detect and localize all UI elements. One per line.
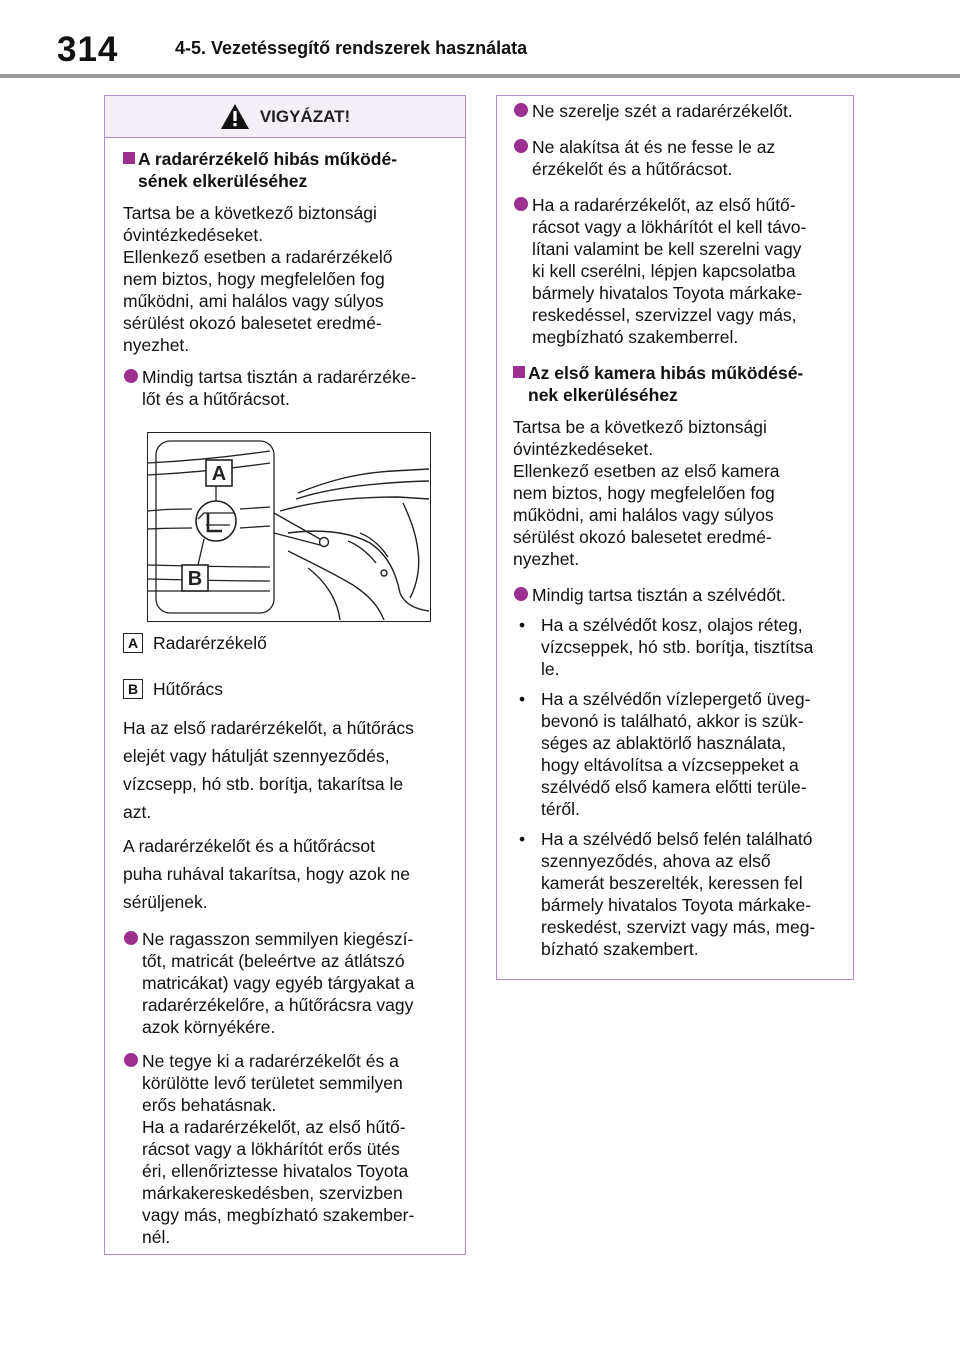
sub-list-item bbox=[513, 688, 839, 820]
round-bullet-icon bbox=[124, 1053, 138, 1067]
radar-illustration bbox=[147, 432, 431, 622]
figure-label-b: B bbox=[187, 568, 203, 590]
square-bullet-icon bbox=[123, 152, 135, 164]
legend-item-b bbox=[123, 678, 449, 700]
warning-header bbox=[105, 96, 465, 138]
square-bullet-icon bbox=[513, 366, 525, 378]
camera-heading-text: Az első kamera hibás működésé- nek elkerüléséhez bbox=[528, 363, 804, 405]
camera-intro: Tartsa be a következő biztonsági óvintézkedéseket. Ellenkező esetben az első kamera nem biztos, hogy megfelelően fog működni, ami halálos vagy súlyos sérülést okozó balesetet eredmé- nyezhet. bbox=[513, 417, 780, 569]
dot-marker: • bbox=[519, 615, 526, 635]
legend-badge: B bbox=[123, 679, 143, 699]
legend-text: Hűtőrács bbox=[153, 679, 224, 699]
radar-heading bbox=[123, 148, 449, 192]
list-item bbox=[123, 1050, 449, 1248]
list-item bbox=[123, 928, 449, 1038]
dot-marker: • bbox=[519, 829, 526, 849]
sub-list-item bbox=[513, 614, 839, 680]
warning-box bbox=[104, 95, 466, 1255]
round-bullet-icon bbox=[514, 103, 528, 117]
list-item bbox=[513, 100, 839, 122]
round-bullet-icon bbox=[124, 369, 138, 383]
warning-triangle-icon bbox=[220, 103, 250, 130]
round-bullet-icon bbox=[514, 139, 528, 153]
camera-heading bbox=[513, 362, 839, 406]
list-item-text: Mindig tartsa tisztán a szélvédőt. bbox=[532, 585, 786, 605]
list-item bbox=[513, 194, 839, 348]
list-item bbox=[123, 366, 449, 410]
section-title: 4-5. Vezetéssegítő rendszerek használata bbox=[175, 38, 528, 58]
list-item-text: Ne szerelje szét a radarérzékelőt. bbox=[532, 101, 793, 121]
warning-title: VIGYÁZAT! bbox=[259, 106, 351, 126]
round-bullet-icon bbox=[124, 931, 138, 945]
list-item-text: Ha a radarérzékelőt, az első hűtő- rácsot vagy a lökhárítót el kell távo- lítani valamint be kell szerelni vagy ki kell cserélni, lépjen kapcsolatba bármely hivatalos Toyota márkake- reskedéssel, szervizzel vagy más, megbízható szakemberrel. bbox=[532, 195, 807, 347]
list-item-text: Ne alakítsa át és ne fesse le az érzékelőt és a hűtőrácsot. bbox=[532, 137, 776, 179]
dot-marker: • bbox=[519, 689, 526, 709]
header-rule bbox=[0, 74, 960, 78]
list-item-text: Mindig tartsa tisztán a radarérzéke- lőt és a hűtőrácsot. bbox=[142, 367, 417, 409]
legend-badge: A bbox=[123, 633, 143, 653]
page-header bbox=[0, 0, 960, 80]
car-front-radar-image bbox=[148, 433, 429, 620]
radar-heading-text: A radarérzékelő hibás működé- sének elkerüléséhez bbox=[138, 149, 398, 191]
round-bullet-icon bbox=[514, 587, 528, 601]
sub-list-item-text: Ha a szélvédő belső felén található szennyeződés, ahova az első kamerát beszerelték, keressen fel bármely hivatalos Toyota márkake- reskedést, szervizt vagy más, meg- bízható szakembert. bbox=[541, 829, 816, 959]
radar-intro: Tartsa be a következő biztonsági óvintézkedéseket. Ellenkező esetben a radarérzékelő nem biztos, hogy megfelelően fog működni, ami halálos vagy súlyos sérülést okozó balesetet eredmé- nyezhet. bbox=[123, 203, 393, 355]
list-item-text: Ne tegye ki a radarérzékelőt és a körülötte levő területet semmilyen erős behatásnak. Ha a radarérzékelőt, az első hűtő- rácsot vagy a lökhárítót erős ütés éri, ellenőriztesse hivatalos Toyota márkakereskedésben, szervizben vagy más, megbízható szakember- nél. bbox=[142, 1051, 415, 1247]
round-bullet-icon bbox=[514, 197, 528, 211]
list-item-text: Ne ragasszon semmilyen kiegészí- tőt, matricát (beleértve az átlátszó matricákat) vagy egyéb tárgyakat a radarérzékelőre, a hűtőrácsra vagy azok környékére. bbox=[142, 929, 415, 1037]
legend-text: Radarérzékelő bbox=[153, 633, 267, 653]
sub-list-item-text: Ha a szélvédőn vízlepergető üveg- bevonó is található, akkor is szük- séges az ablaktörlő használata, hogy eltávolítsa a vízcseppeket a szélvédő első kamera előtti terüle- téről. bbox=[541, 689, 811, 819]
legend-item-a bbox=[123, 632, 449, 654]
cleaning-method-paragraph: A radarérzékelőt és a hűtőrácsot puha ruhával takarítsa, hogy azok ne sérüljenek. bbox=[123, 836, 410, 912]
list-item bbox=[513, 136, 839, 180]
warning-box-continued bbox=[496, 95, 854, 980]
list-item bbox=[513, 584, 839, 606]
sub-list-item-text: Ha a szélvédőt kosz, olajos réteg, vízcseppek, hó stb. borítja, tisztítsa le. bbox=[541, 615, 814, 679]
cleaning-paragraph: Ha az első radarérzékelőt, a hűtőrács elejét vagy hátulját szennyeződés, vízcsepp, hó stb. borítja, takarítsa le azt. bbox=[123, 718, 414, 822]
sub-list-item bbox=[513, 828, 839, 960]
page-number: 314 bbox=[57, 30, 119, 69]
figure-label-a: A bbox=[211, 463, 227, 485]
